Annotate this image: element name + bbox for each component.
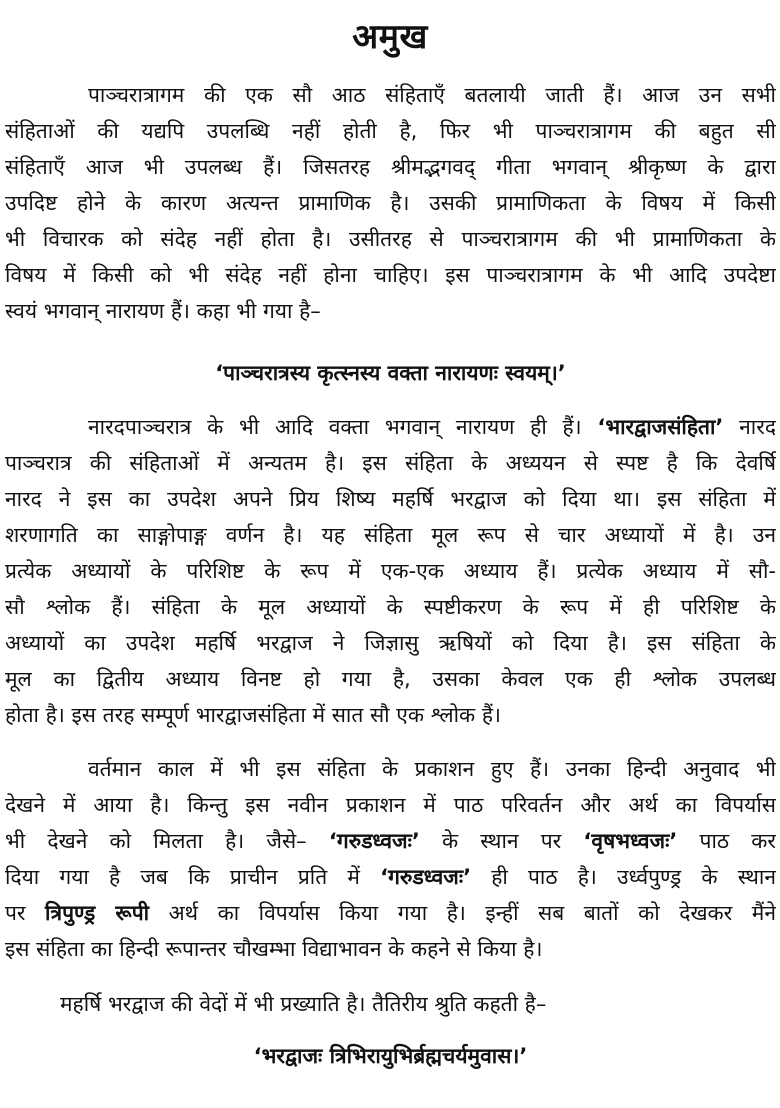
sanskrit-quote-1: ‘पाञ्चरात्रस्य कृत्स्नस्य वक्ता नारायणः स्वयम्।’ <box>215 361 566 385</box>
text-line: सौ श्लोक हैं। संहिता के मूल अध्यायों के स्पष्टीकरण के रूप में ही परिशिष्ट के <box>5 595 776 619</box>
text-line <box>5 859 776 895</box>
bold-term-vrishabhadhwaja: ‘वृषभध्वजः’ <box>583 829 678 853</box>
bold-term-tripundra: त्रिपुण्ड्र रूपी <box>45 901 150 925</box>
bold-term-garudadhwaja: ‘गरुडध्वजः’ <box>328 829 420 853</box>
text-segment: ही पाठ है। उर्ध्वपुण्ड्र के स्थान <box>471 865 776 889</box>
text-line <box>88 409 776 445</box>
text-line: अध्यायों का उपदेश महर्षि भरद्वाज ने जिज्ञासु ऋषियों को दिया है। इस संहिता के <box>5 631 776 655</box>
text-line <box>5 895 776 931</box>
text-segment: भी देखने को मिलता है। जैसे– <box>5 829 329 853</box>
text-line: होता है। इस तरह सम्पूर्ण भारद्वाजसंहिता में सात सौ एक श्लोक हैं। <box>5 703 501 727</box>
text-segment: पर <box>5 901 46 925</box>
text-line: नारद ने इस का उपदेश अपने प्रिय शिष्य महर्षि भरद्वाज को दिया था। इस संहिता में <box>5 487 776 511</box>
text-line <box>5 823 776 859</box>
text-line: शरणागति का साङ्गोपाङ्ग वर्णन है। यह संहिता मूल रूप से चार अध्यायों में है। उन <box>5 523 776 547</box>
text-line: भी विचारक को संदेह नहीं होता है। उसीतरह से पाञ्चरात्रागम की भी प्रामाणिकता के <box>5 227 776 251</box>
text-line: विषय में किसी को भी संदेह नहीं होना चाहिए। इस पाञ्चरात्रागम के भी आदि उपदेष्टा <box>5 263 776 287</box>
text-line: इस संहिता का हिन्दी रूपान्तर चौखम्भा विद्याभावन के कहने से किया है। <box>5 937 543 961</box>
bold-title-bharadwaj-samhita: ‘भारद्वाजसंहिता’ <box>597 415 724 439</box>
text-line: प्रत्येक अध्यायों के परिशिष्ट के रूप में एक-एक अध्याय हैं। प्रत्येक अध्याय में सौ- <box>5 559 776 583</box>
text-line: संहिताएँ आज भी उपलब्ध हैं। जिसतरह श्रीमद्भगवद् गीता भगवान् श्रीकृष्ण के द्वारा <box>5 155 776 179</box>
text-segment: के स्थान पर <box>419 829 584 853</box>
text-segment: दिया गया है जब कि प्राचीन प्रति में <box>5 865 381 889</box>
text-segment: अर्थ का विपर्यास किया गया है। इन्हीं सब बातों को देखकर मैंने <box>149 901 776 925</box>
text-line: पाञ्चरात्र की संहिताओं में अन्यतम है। इस संहिता के अध्ययन से स्पष्ट है कि देवर्षि <box>5 451 776 475</box>
text-line: स्वयं भगवान् नारायण हैं। कहा भी गया है– <box>5 299 321 323</box>
text-segment: नारद <box>723 415 776 439</box>
bold-term-garudadhwaja: ‘गरुडध्वजः’ <box>380 865 472 889</box>
text-segment: पाठ कर <box>677 829 776 853</box>
text-line: देखने में आया है। किन्तु इस नवीन प्रकाशन में पाठ परिवर्तन और अर्थ का विपर्यास <box>5 793 776 817</box>
text-line: पाञ्चरात्रागम की एक सौ आठ संहिताएँ बतलायी जाती हैं। आज उन सभी <box>88 83 776 107</box>
paragraph-4: महर्षि भरद्वाज की वेदों में भी प्रख्याति है। तैतिरीय श्रुति कहती है– <box>60 992 547 1016</box>
text-line: संहिताओं की यद्यपि उपलब्धि नहीं होती है, फिर भी पाञ्चरात्रागम की बहुत सी <box>5 119 776 143</box>
text-line: उपदिष्ट होने के कारण अत्यन्त प्रामाणिक है। उसकी प्रामाणिकता के विषय में किसी <box>5 191 776 215</box>
sanskrit-quote-2: ‘भरद्वाजः त्रिभिरायुभिर्ब्रह्मचर्यमुवास।’ <box>253 1044 528 1068</box>
page-title: अमुख <box>352 17 428 57</box>
text-line: वर्तमान काल में भी इस संहिता के प्रकाशन हुए हैं। उनका हिन्दी अनुवाद भी <box>88 757 776 781</box>
text-line: मूल का द्वितीय अध्याय विनष्ट हो गया है, उसका केवल एक ही श्लोक उपलब्ध <box>5 667 776 691</box>
text-segment: नारदपाञ्चरात्र के भी आदि वक्ता भगवान् नारायण ही हैं। <box>88 415 598 439</box>
